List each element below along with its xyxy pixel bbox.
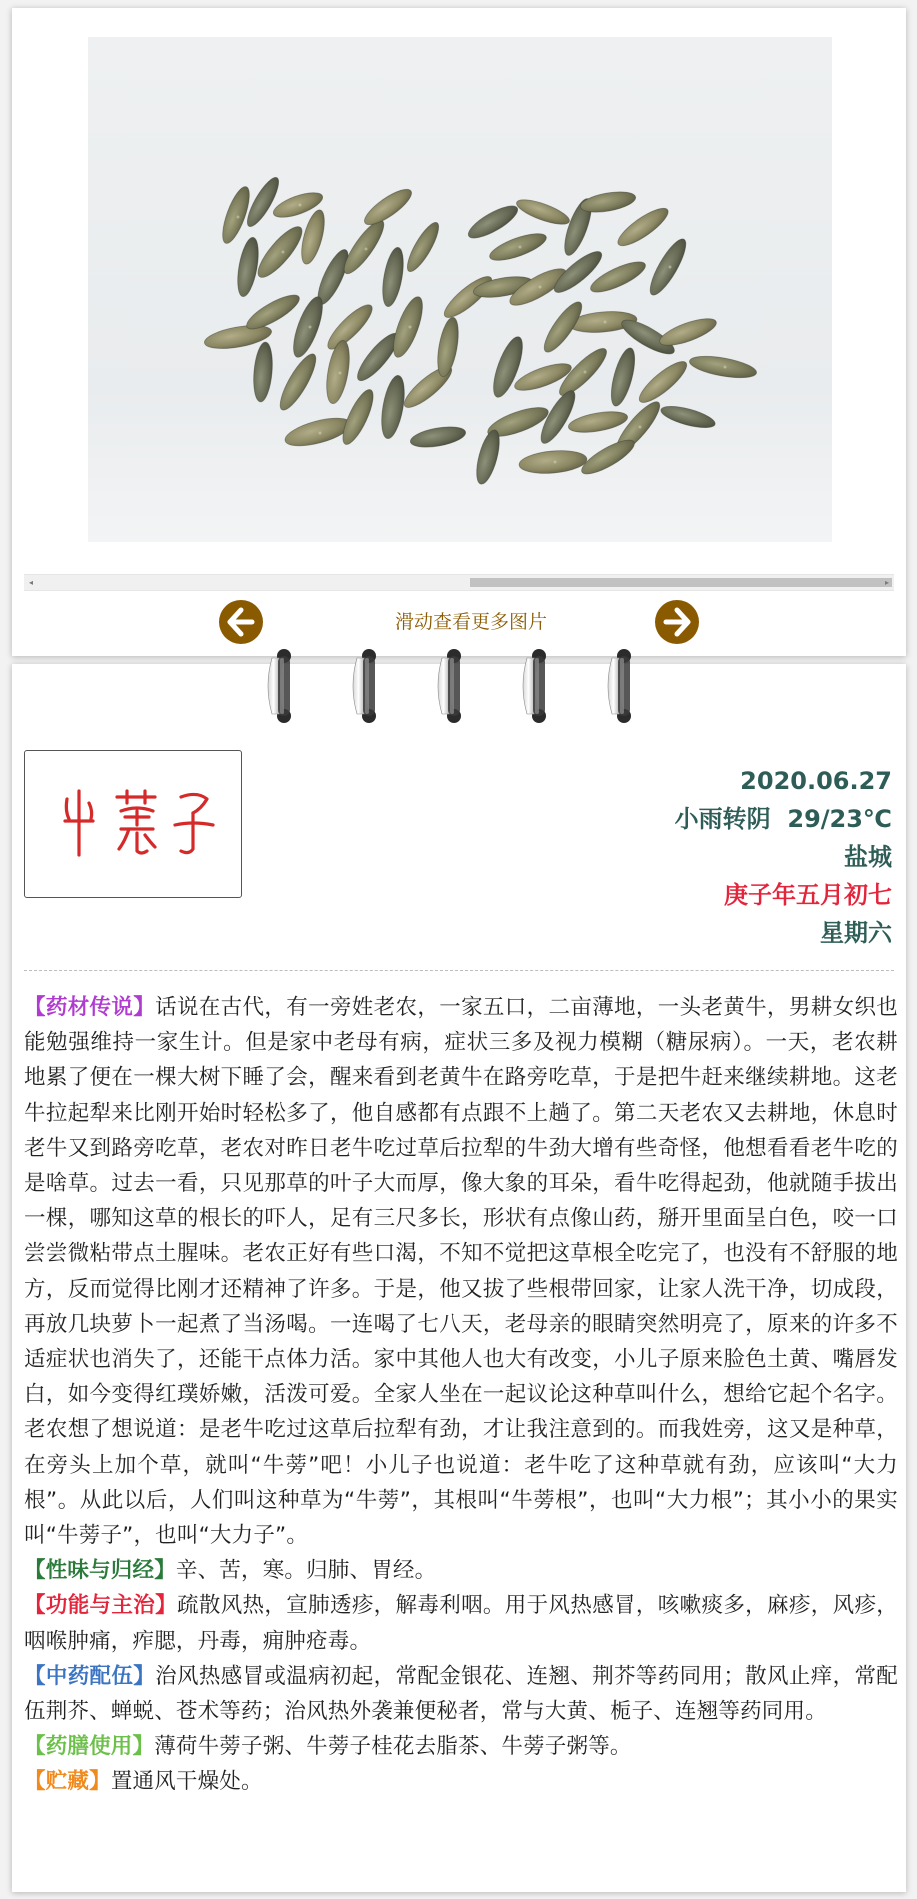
prev-image-button[interactable] <box>219 600 263 644</box>
section-tag: 【中药配伍】 <box>24 1663 156 1689</box>
seal-logo <box>24 750 242 898</box>
arrow-left-icon <box>219 600 263 644</box>
section-text: 置通风干燥处。 <box>110 1769 263 1795</box>
section-tag: 【药膳使用】 <box>24 1734 155 1760</box>
date-text: 2020.06.27 <box>740 767 892 795</box>
burdock-seeds-illustration <box>88 37 832 542</box>
binder-ring-icon <box>347 648 391 724</box>
binder-ring-icon <box>517 648 561 724</box>
next-image-button[interactable] <box>655 600 699 644</box>
seal-script-icon <box>25 751 241 897</box>
binder-rings <box>0 640 917 730</box>
section-text: 话说在古代，有一旁姓老农，一家五口，二亩薄地，一头老黄牛，男耕女织也能勉强维持一家生计。但是家中老母有病，症状三多及视力模糊（糖尿病）。一天，老农耕地累了便在一棵大树下睡了会，醒来看到老黄牛在路旁吃草，于是把牛赶来继续耕地。这老牛拉起犁来比刚开始时轻松多了，他自感都有点跟不上趟了。第二天老农又去耕地，休息时老牛又到路旁吃草，老农对昨日老牛吃过草后拉犁的牛劲大增有些奇怪，他想看看老牛吃的是啥草。过去一看，只见那草的叶子大而厚，像大象的耳朵，看牛吃得起劲，他就随手拔出一棵，哪知这草的根长的吓人，足有三尺多长，形状有点像山药，掰开里面呈白色，咬一口尝尝微粘带点土腥味。老农正好有些口渴，不知不觉把这草根全吃完了，也没有不舒服的地方，反而觉得比刚才还精神了许多。于是，他又拔了些根带回家，让家人洗干净，切成段，再放几块萝卜一起煮了当汤喝。一连喝了七八天，老母亲的眼睛突然明亮了，原来的许多不适症状也消失了，还能干点体力活。家中其他人也大有改变，小儿子原来脸色土黄、嘴唇发白，如今变得红璞娇嫩，活泼可爱。全家人坐在一起议论这种草叫什么，想给它起个名字。老农想了想说道：是老牛吃过这草后拉犁有劲，才让我注意到的。而我姓旁，这又是种草，在旁头上加个草，就叫“牛蒡”吧！小儿子也说道：老牛吃了这种草就有劲，应该叫“大力根”。从此以后，人们叫这种草为“牛蒡”，其根叫“牛蒡根”，也叫“大力根”；其小小的果实叫“牛蒡子”，也叫“大力子”。 <box>24 995 898 1549</box>
section-nature <box>24 1553 898 1588</box>
scroll-left-icon[interactable]: ◂ <box>28 578 33 587</box>
scroll-right-icon[interactable]: ▸ <box>884 578 889 587</box>
swipe-hint: 滑动查看更多图片 <box>394 611 547 633</box>
herb-info-page <box>12 664 906 1892</box>
section-tag: 【功能与主治】 <box>24 1593 177 1619</box>
section-diet <box>24 1729 898 1764</box>
section-text: 薄荷牛蒡子粥、牛蒡子桂花去脂茶、牛蒡子粥等。 <box>154 1734 632 1760</box>
section-combination <box>24 1659 898 1729</box>
weather-text: 小雨转阴 29/23℃ <box>674 805 892 833</box>
city-text: 盐城 <box>844 843 892 871</box>
arrow-right-icon <box>655 600 699 644</box>
section-legend <box>24 990 898 1553</box>
binder-ring-icon <box>432 648 476 724</box>
binder-ring-icon <box>262 648 306 724</box>
gallery-scrollbar[interactable] <box>24 574 894 591</box>
section-function <box>24 1588 898 1658</box>
weekday-text: 星期六 <box>820 919 892 947</box>
image-gallery-card <box>12 8 906 656</box>
scrollbar-thumb[interactable] <box>470 578 892 587</box>
lunar-date-text: 庚子年五月初七 <box>724 881 892 909</box>
herb-photo <box>88 37 832 542</box>
section-tag: 【性味与归经】 <box>24 1558 176 1584</box>
section-tag: 【贮藏】 <box>24 1769 111 1795</box>
daily-info <box>492 762 892 952</box>
section-text: 辛、苦，寒。归肺、胃经。 <box>175 1558 437 1584</box>
herb-description <box>24 990 898 1800</box>
section-text: 治风热感冒或温病初起，常配金银花、连翘、荆芥等药同用；散风止痒，常配伍荆芥、蝉蜕、苍术等药；治风热外袭兼便秘者，常与大黄、栀子、连翘等药同用。 <box>24 1663 898 1725</box>
binder-ring-icon <box>602 648 646 724</box>
section-storage <box>24 1764 898 1799</box>
dashed-divider <box>24 970 894 971</box>
section-tag: 【药材传说】 <box>24 995 156 1020</box>
section-text: 疏散风热，宣肺透疹，解毒利咽。用于风热感冒，咳嗽痰多，麻疹，风疹，咽喉肿痛，痄腮，丹毒，痈肿疮毒。 <box>24 1593 898 1654</box>
